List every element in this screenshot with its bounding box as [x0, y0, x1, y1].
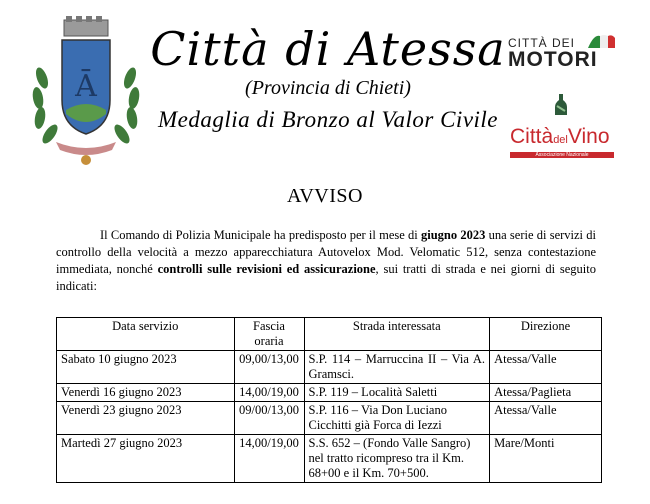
header-road: Strada interessata: [304, 318, 490, 351]
motori-logo-top: CITTÀ DEI: [508, 36, 576, 50]
intro-text-2: una serie di servizi di controllo della velocità a mezzo apparecchiatura Autovelox Mod. Velomatic 512, senza contestazione immediata, nonché: [56, 228, 596, 276]
vino-logo-text: [510, 126, 618, 151]
medal-caption: Medaglia di Bronzo al Valor Civile: [157, 107, 499, 132]
cell-road: S.P. 116 – Via Don Luciano Cicchitti già Forca di Iezzi: [304, 402, 490, 435]
vino-logo-sub: Associazione Nazionale: [510, 152, 614, 158]
letterhead: [0, 0, 650, 175]
table-header-row: [57, 318, 602, 351]
header-date: Data servizio: [57, 318, 235, 351]
cell-time: 14,00/19,00: [234, 384, 304, 402]
schedule-table: [56, 317, 602, 483]
citta-del-vino-logo: [510, 126, 618, 160]
cell-time: 09,00/13,00: [234, 351, 304, 384]
svg-text:Ā: Ā: [75, 69, 97, 104]
cell-direction: Atessa/Paglieta: [490, 384, 602, 402]
vino-logo-small: del: [553, 134, 568, 146]
notice-intro: [56, 227, 596, 295]
table-row: [57, 384, 602, 402]
intro-bold-controls: controlli sulle revisioni ed assicurazione: [157, 262, 376, 276]
cell-time: 14,00/19,00: [234, 435, 304, 483]
intro-bold-month: giugno 2023: [421, 228, 486, 242]
cell-date: Venerdì 16 giugno 2023: [57, 384, 235, 402]
table-row: [57, 402, 602, 435]
title-block: [148, 22, 508, 134]
city-title: Città di Atessa: [150, 22, 506, 76]
motori-logo-main: MOTORI: [508, 48, 598, 71]
cell-time: 09/00/13,00: [234, 402, 304, 435]
cell-direction: Atessa/Valle: [490, 402, 602, 435]
bottle-icon: [552, 93, 570, 117]
cell-road: S.S. 652 – (Fondo Valle Sangro) nel tratto ricompreso tra il Km. 68+00 e il Km. 70+500.: [304, 435, 490, 483]
notice-heading: AVVISO: [287, 185, 363, 207]
cell-road: S.P. 114 – Marruccina II – Via A. Gramsci.: [304, 351, 490, 384]
header-direction: Direzione: [490, 318, 602, 351]
intro-text-3: , sui tratti di strada e nei giorni di seguito indicati:: [56, 262, 596, 293]
header-time: Fascia oraria: [234, 318, 304, 351]
cell-date: Martedì 27 giugno 2023: [57, 435, 235, 483]
table-row: [57, 435, 602, 483]
coat-of-arms-icon: [28, 14, 144, 168]
cell-date: Venerdì 23 giugno 2023: [57, 402, 235, 435]
vino-logo-tail: Vino: [567, 125, 610, 148]
intro-text-1: Il Comando di Polizia Municipale ha predisposto per il mese di: [100, 228, 421, 242]
cell-direction: Mare/Monti: [490, 435, 602, 483]
vino-logo-main: Città: [510, 125, 554, 148]
province-subtitle: (Provincia di Chieti): [245, 77, 411, 99]
cell-direction: Atessa/Valle: [490, 351, 602, 384]
table-row: [57, 351, 602, 384]
cell-date: Sabato 10 giugno 2023: [57, 351, 235, 384]
cell-road: S.P. 119 – Località Saletti: [304, 384, 490, 402]
citta-dei-motori-logo: [508, 30, 620, 80]
